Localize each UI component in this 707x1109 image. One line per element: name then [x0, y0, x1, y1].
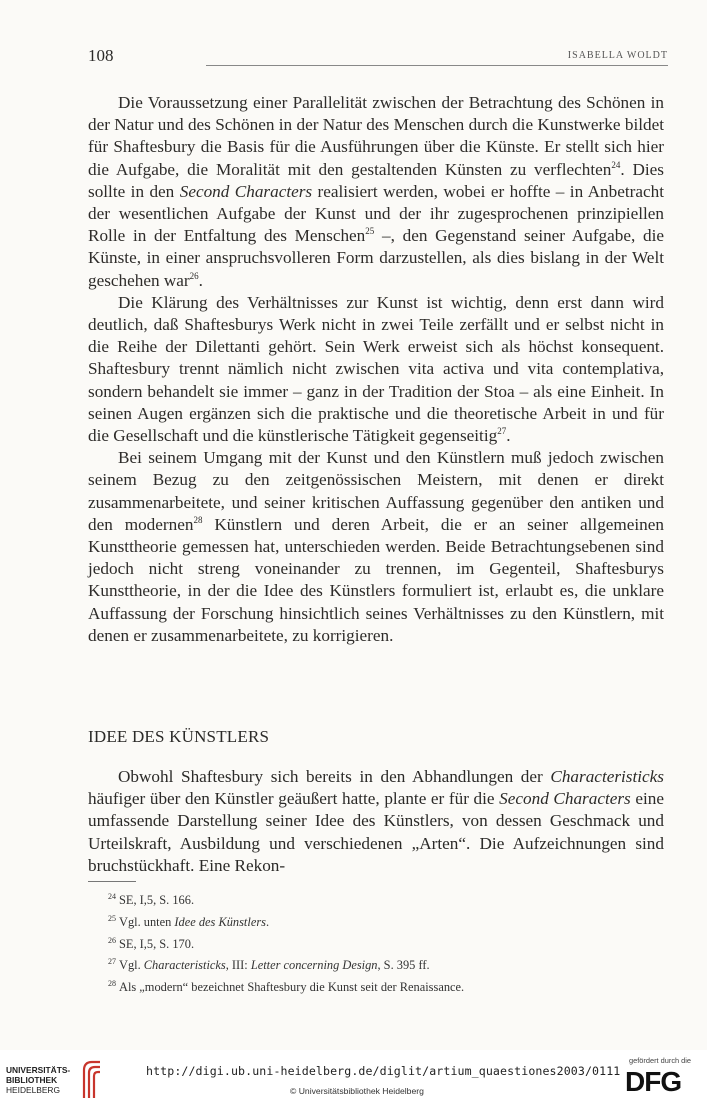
main-text	[88, 92, 664, 647]
paragraph-4: Obwohl Shaftesbury sich bereits in den Abhandlungen der Characteristicks häufiger über den Künstler geäußert hatte, plante er für die Second Characters eine umfassende Darstellung seiner Idee des Künstlers, von dessen Geschmack und Urteilskraft, Ausbildung und verschiedenen „Arten“. Die Aufzeichnungen sind bruchstückhaft. Eine Rekon-	[88, 767, 664, 875]
digitization-footer	[0, 1050, 707, 1109]
footnote-24: $^{24}$ SE, I,5, S. 166.	[108, 892, 195, 907]
section-text	[88, 766, 664, 877]
footnote-ref-24[interactable]: 24	[611, 159, 621, 170]
work-title: Second Characters	[179, 181, 313, 201]
footnote-ref-25[interactable]: 25	[365, 226, 375, 237]
footnote-28: $^{28}$ Als „modern“ bezeichnet Shaftesbury die Kunst seit der Renaissance.	[108, 979, 465, 995]
footnote-27: $^{27}$ Vgl. Characteristicks, III: Letter concerning Design, S. 395 ff.	[108, 957, 430, 973]
running-author: ISABELLA WOLDT	[567, 50, 668, 61]
dfg-logo[interactable]: gefördert durch die DFG	[625, 1056, 692, 1097]
footnote-ref-28[interactable]: 28	[193, 514, 203, 525]
paragraph-1: Die Voraussetzung einer Parallelität zwischen der Betrachtung des Schönen in der Natur und des Schönen in der Natur des Menschen durch die Kunstwerke bildet für Shaftesbury die Basis für die Ausführungen über die Künste. Er stellt sich hier die Aufgabe, die Moralität mit den gestaltenden Künsten zu verflechten$^{24}$. Dies sollte in den Second Characters realisiert werden, wobei er hoffte – in Anbetracht der wesentlichen Aufgabe der Kunst und der ihr zugesprochenen prinzipiellen Rolle in der Entfaltung des Menschen$^{25}$ –, den Gegenstand seiner Aufgabe, die Künste, in einer anspruchsvolleren Form darzustellen, als dies bislang in der Welt geschehen war$^{26}$.	[88, 93, 664, 290]
paragraph-3: Bei seinem Umgang mit der Kunst und den Künstlern muß jedoch zwischen seinem Bezug zu den zeitgenössischen Meistern, mit denen er direkt zusammenarbeitete, und seiner kritischen Auffassung gegenüber den antiken und den modernen$^{28}$ Künstlern und deren Arbeit, die er an seiner allgemeinen Kunsttheorie gemessen hat, unterschieden werden. Beide Betrachtungsebenen sind jedoch nicht streng voneinander zu trennen, im Gegenteil, Shaftesburys Kunsttheorie, in der die Idee des Künstlers formuliert ist, erlaubt es, die unklare Auffassung der Forschung hinsichtlich seines Verhältnisses zu den Künstlern, mit denen er zusammenarbeitete, zu korrigieren.	[88, 448, 665, 645]
copyright-notice: © Universitätsbibliothek Heidelberg	[290, 1086, 424, 1096]
footnote-rule	[88, 881, 136, 882]
work-title: Characteristicks	[550, 767, 664, 786]
footnote-25: $^{25}$ Vgl. unten Idee des Künstlers.	[108, 913, 270, 929]
running-header	[88, 46, 668, 68]
footnotes	[108, 888, 464, 997]
library-emblem-icon	[80, 1060, 102, 1100]
work-title: Second Characters	[499, 789, 631, 809]
footnote-26: $^{26}$ SE, I,5, S. 170.	[108, 935, 195, 951]
footnote-ref-26[interactable]: 26	[189, 270, 199, 281]
paragraph-2: Die Klärung des Verhältnisses zur Kunst ist wichtig, denn erst dann wird deutlich, daß Shaftesburys Werk nicht in zwei Teile zerfällt und er selbst nicht in die Reihe der Dilettanti gehört. Sein Werk erweist sich als höchst konsequent. Shaftesbury trennt nämlich nicht zwischen vita activa und vita contemplativa, sondern behandelt sie immer – ganz in der Tradition der Stoa – als eine Einheit. In seinen Augen ergänzen sich die praktische und die theoretische Arbeit in und für die Gesellschaft und die künstlerische Tätigkeit gegenseitig$^{27}$.	[88, 292, 664, 446]
library-logo[interactable]: UNIVERSITÄTS- BIBLIOTHEK HEIDELBERG	[6, 1060, 98, 1104]
section-heading: IDEE DES KÜNSTLERS	[88, 727, 270, 746]
page-number: 108	[88, 46, 114, 65]
footnote-ref-27[interactable]: 27	[497, 426, 507, 437]
header-rule	[206, 65, 668, 66]
permalink-url[interactable]: http://digi.ub.uni-heidelberg.de/diglit/artium_quaestiones2003/0111	[146, 1064, 621, 1078]
